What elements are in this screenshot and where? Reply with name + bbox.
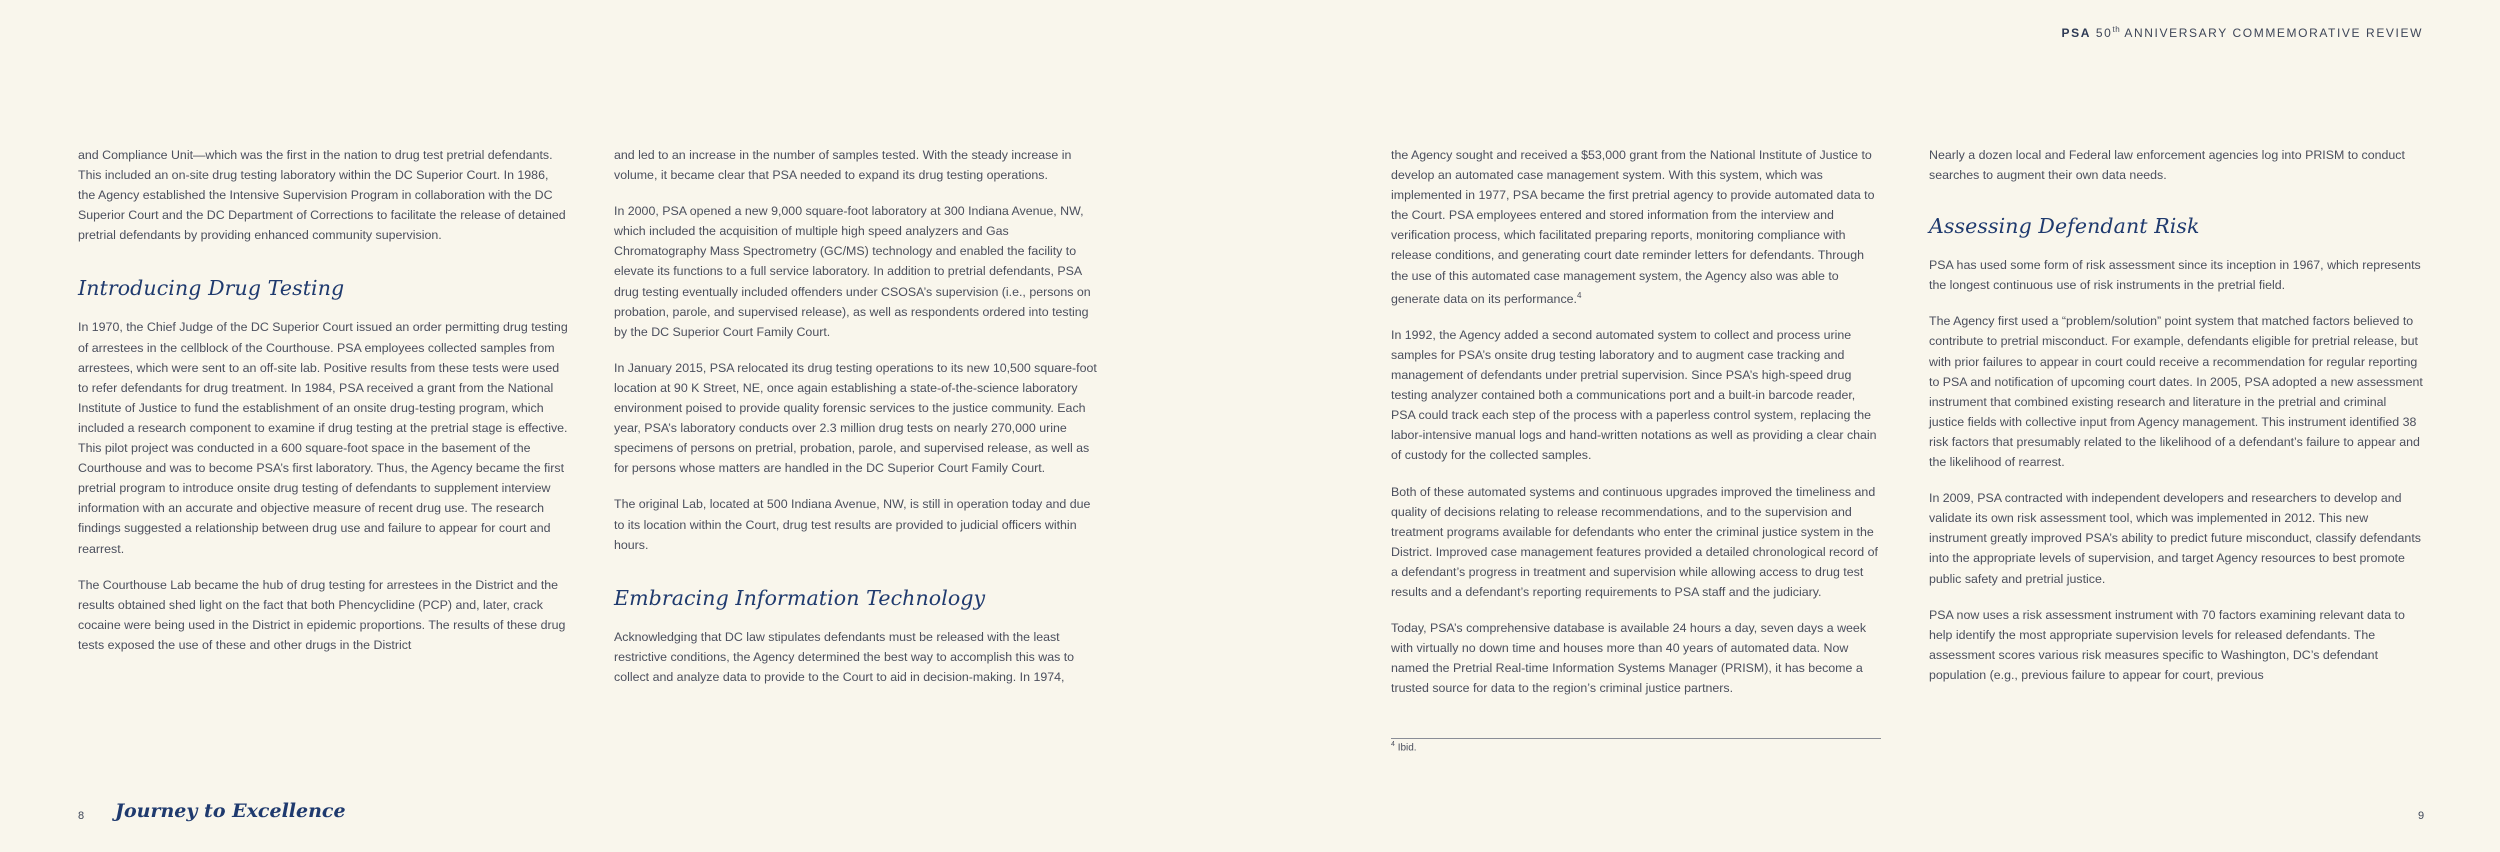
paragraph: In 2000, PSA opened a new 9,000 square-foot laboratory at 300 Indiana Avenue, NW, which included the acquisition of multiple high speed analyzers and Gas Chromatography Mass Spectrometry (GC/MS) technology and enabled the facility to elevate its functions to a full service laboratory. In addition to pretrial defendants, PSA drug testing eventually included offenders under CSOSA’s supervision (i.e., persons on probation, parole, and supervised release), as well as respondents ordered into testing by the DC Superior Court Family Court. (614, 204, 1091, 339)
column-4 (1929, 145, 2424, 701)
paragraph: PSA has used some form of risk assessment since its inception in 1967, which represents the longest continuous use of risk instruments in the pretrial field. (1929, 258, 2421, 293)
footnote-divider (1391, 738, 1881, 739)
page-number-left: 8 (78, 810, 85, 822)
footnote-marker: 4 (1576, 290, 1582, 300)
running-header (2061, 25, 2423, 40)
footnote (1391, 741, 1417, 753)
paragraph: In 1992, the Agency added a second automated system to collect and process urine samples for PSA’s onsite drug testing laboratory and to augment case tracking and management of defendants under pretrial supervision. Since PSA’s high-speed drug testing analyzer contained both a communications port and a built-in barcode reader, PSA could track each step of the process with a paperless control system, replacing the labor-intensive manual logs and hand-written notations as well as providing a clear chain of custody for the collected samples. (1391, 327, 1877, 463)
heading-introducing-drug-testing: Introducing Drug Testing (78, 276, 345, 301)
heading-embracing-information-technology: Embracing Information Technology (614, 585, 986, 610)
paragraph (1391, 145, 1881, 309)
paragraph: The original Lab, located at 500 Indiana Avenue, NW, is still in operation today and due to its location within the Court, drug test results are provided to judicial officers within hours. (614, 497, 1091, 552)
paragraph: Today, PSA’s comprehensive database is available 24 hours a day, seven days a week with virtually no down time and houses more than 40 years of automated data. Now named the Pretrial Real-time Information Systems Manager (PRISM), it has become a trusted source for data to the region’s criminal justice partners. (1391, 621, 1867, 696)
heading-assessing-defendant-risk: Assessing Defendant Risk (1929, 214, 2200, 239)
journey-to-excellence-logo: Journey to Excellence (115, 800, 346, 822)
paragraph: Acknowledging that DC law stipulates defendants must be released with the least restrictive conditions, the Agency determined the best way to accomplish this was to collect and analyze data to provide to the Court to aid in decision-making. In 1974, (614, 629, 1075, 684)
paragraph: and Compliance Unit—which was the first in the nation to drug test pretrial defendants. This included an on-site drug testing laboratory within the DC Superior Court. In 1986, the Agency established the Intensive Supervision Program in collaboration with the DC Superior Court and the DC Department of Corrections to facilitate the release of detained pretrial defendants by providing enhanced community supervision. (78, 148, 566, 243)
footnote-number: 4 (1391, 741, 1395, 748)
column-3 (1391, 145, 1881, 714)
paragraph: In 1970, the Chief Judge of the DC Superior Court issued an order permitting drug testing of arrestees in the cellblock of the Courthouse. PSA employees collected samples from arrestees, which were sent to an off-site lab. Positive results from these tests were used to refer defendants for drug treatment. In 1984, PSA received a grant from the National Institute of Justice to fund the establishment of an onsite drug-testing program, which included a research component to examine if drug testing at the pretrial stage is effective. This pilot project was conducted in a 600 square-foot space in the basement of the Courthouse and was to become PSA’s first laboratory. Thus, the Agency became the first pretrial program to introduce onsite drug testing of defendants to supplement interview information with an accurate and objective measure of recent drug use. The research findings suggested a relationship between drug use and failure to appear for court and rearrest. (78, 320, 568, 556)
paragraph: Both of these automated systems and continuous upgrades improved the timeliness and quality of decisions relating to release recommendations, and to the supervision and treatment programs available for defendants who enter the criminal justice system in the District. Improved case management features provided a detailed chronological record of a defendant’s progress in treatment and supervision while allowing access to drug test results and a defendant’s reporting requirements to PSA staff and the judiciary. (1391, 484, 1878, 599)
paragraph: Nearly a dozen local and Federal law enforcement agencies log into PRISM to conduct searches to augment their own data needs. (1929, 148, 2405, 183)
paragraph: In January 2015, PSA relocated its drug testing operations to its new 10,500 square-foot location at 90 K Street, NE, once again establishing a state-of-the-science laboratory environment poised to provide quality forensic services to the justice community. Each year, PSA’s laboratory conducts over 2.3 million drug tests on nearly 270,000 urine specimens of persons on pretrial, probation, parole, and supervised release, as well as for persons whose matters are handled in the DC Superior Court Family Court. (614, 360, 1097, 476)
paragraph: and led to an increase in the number of samples tested. With the steady increase in volume, it became clear that PSA needed to expand its drug testing operations. (614, 148, 1072, 183)
column-1 (78, 145, 568, 671)
column-2 (614, 145, 1104, 703)
paragraph: In 2009, PSA contracted with independent developers and researchers to develop and validate its own risk assessment tool, which was implemented in 2012. This new instrument greatly improved PSA’s ability to predict future misconduct, classify defendants into the appropriate levels of supervision, and target Agency resources to best promote public safety and pretrial justice. (1929, 491, 2421, 586)
paragraph: The Agency first used a “problem/solution” point system that matched factors believed to contribute to pretrial misconduct. For example, defendants eligible for pretrial release, but with prior failures to appear in court could receive a recommendation for regular reporting to PSA and notification of upcoming court dates. In 2005, PSA adopted a new assessment instrument that combined existing research and literature in the pretrial and criminal justice fields with collective input from Agency management. This instrument identified 38 risk factors that presumably related to the likelihood of a defendant’s failure to appear and the likelihood of rearrest. (1929, 314, 2423, 470)
paragraph: The Courthouse Lab became the hub of drug testing for arrestees in the District and the results obtained shed light on the fact that both Phencyclidine (PCP) and, later, crack cocaine were being used in the District in epidemic proportions. The results of these drug tests exposed the use of these and other drugs in the District (78, 577, 566, 652)
header-org: PSA (2061, 26, 2091, 40)
header-anniv-sup: th (2112, 25, 2121, 34)
paragraph: PSA now uses a risk assessment instrument with 70 factors examining relevant data to help identify the most appropriate supervision levels for released defendants. The assessment scores various risk measures specific to Washington, DC’s defendant population (e.g., previous failure to appear for court, previous (1929, 607, 2405, 682)
footnote-text: Ibid. (1397, 742, 1417, 754)
header-anniv-num: 50 (2095, 26, 2113, 40)
paragraph-text: the Agency sought and received a $53,000 grant from the National Institute of Justice to develop an automated case management system. With this system, which was implemented in 1977, PSA became the first pretrial agency to provide automated data to the Court. PSA employees entered and stored information from the interview and verification process, which facilitated preparing reports, monitoring compliance with release conditions, and generating court date reminder letters for defendants. Through the use of this automated case management system, the Agency also was able to generate data on its performance. (1391, 148, 1875, 306)
page-number-right: 9 (2418, 810, 2425, 822)
header-title: ANNIVERSARY COMMEMORATIVE REVIEW (2124, 26, 2423, 40)
